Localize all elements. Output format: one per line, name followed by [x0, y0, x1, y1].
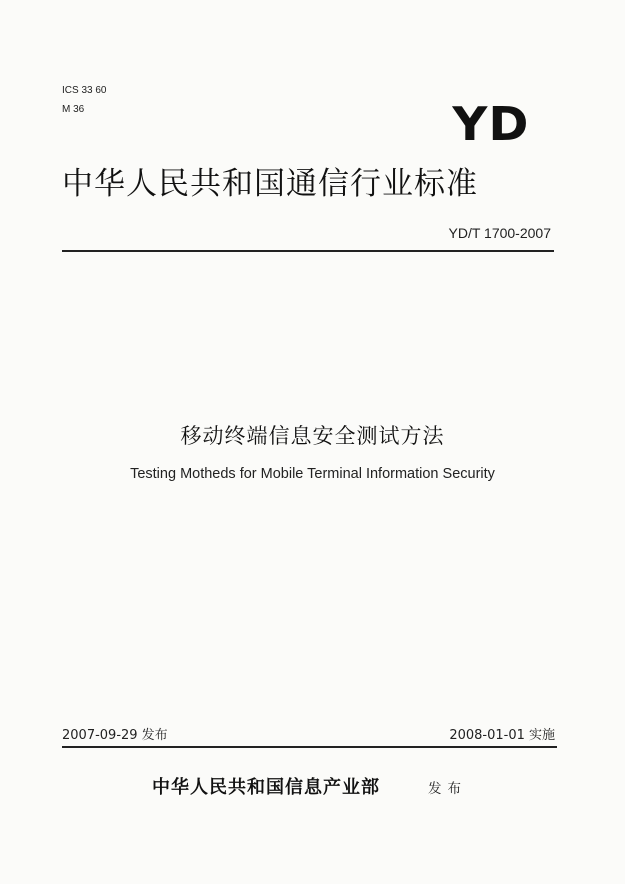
yd-logo: YD [451, 97, 529, 151]
top-divider [62, 250, 554, 252]
standard-number: YD/T 1700-2007 [448, 225, 551, 241]
issuing-action: 发布 [428, 781, 467, 797]
organization-title: 中华人民共和国通信行业标准 [62, 166, 478, 202]
document-title-chinese: 移动终端信息安全测试方法 [180, 424, 445, 448]
document-title-english: Testing Motheds for Mobile Terminal Information Security [130, 466, 495, 482]
ics-code: ICS 33 60 [62, 85, 107, 96]
issue-date: 2007-09-29 发布 [62, 728, 168, 743]
ccs-code: M 36 [62, 104, 85, 115]
issuing-authority: 中华人民共和国信息产业部 [152, 777, 380, 798]
bottom-divider [62, 746, 557, 748]
implementation-date: 2008-01-01 实施 [449, 728, 555, 743]
